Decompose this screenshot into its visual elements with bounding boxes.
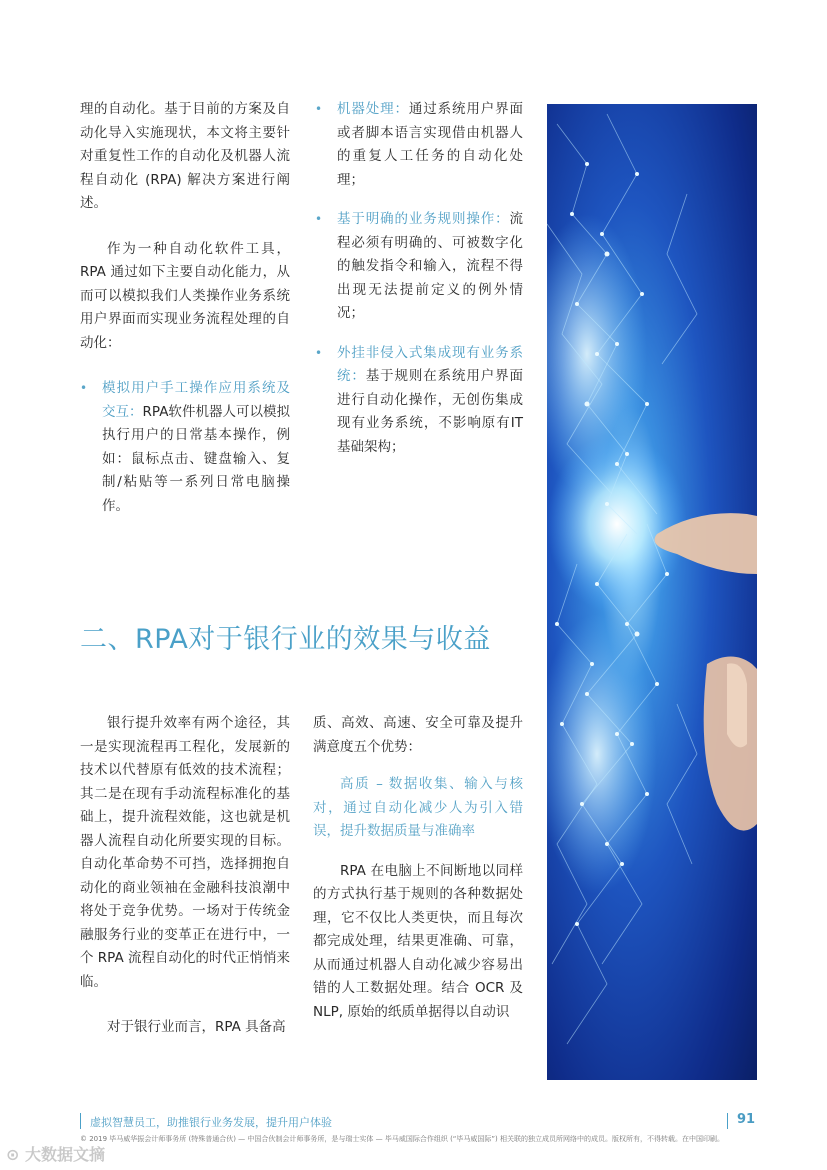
- bullet-dot-icon: •: [80, 381, 88, 395]
- left-column-top: [80, 98, 290, 518]
- bullet-item: [315, 342, 523, 460]
- watermark-logo-icon: ⊙: [6, 1145, 20, 1164]
- paragraph: 作为一种自动化软件工具，RPA 通过如下主要自动化能力，从而可以模拟我们人类操作业务系统用户界面而实现业务流程处理的自动化：: [80, 240, 290, 351]
- bullet-body: 流程必须有明确的、可被数字化的触发指令和输入，流程不得出现无法提前定义的例外情况；: [337, 211, 523, 321]
- paragraph: RPA 在电脑上不间断地以同样的方式执行基于规则的各种数据处理，它不仅比人类更快，而且每次都完成处理，结果更准确、可靠，从而通过机器人自动化减少容易出错的人工数据处理。结合 OCR 及 NLP, 原始的纸质单据得以自动识: [313, 862, 523, 1020]
- bullet-item: [80, 377, 290, 518]
- bullet-heading: 基于明确的业务规则操作：: [337, 211, 510, 227]
- bullet-item: [315, 208, 523, 326]
- section-heading: 二、RPA对于银行业的效果与收益: [80, 624, 491, 655]
- footer-divider: [727, 1113, 728, 1129]
- paragraph: 质、高效、高速、安全可靠及提升满意度五个优势：: [313, 715, 523, 755]
- bullet-item: [315, 98, 523, 192]
- bullet-body: 基于规则在系统用户界面进行自动化操作，无创伤集成现有业务系统，不影响原有IT基础架构；: [337, 368, 523, 455]
- bullet-dot-icon: •: [315, 102, 323, 116]
- footer-divider: [80, 1113, 81, 1129]
- network-hand-image: [547, 104, 757, 1080]
- paragraph: 理的自动化。基于目前的方案及自动化导入实施现状，本文将主要针对重复性工作的自动化及机器人流程自动化 (RPA) 解决方案进行阐述。: [80, 101, 290, 211]
- highlight-quote: 高质 – 数据收集、输入与核对，通过自动化减少人为引入错误，提升数据质量与准确率: [313, 776, 523, 839]
- bullet-heading: 外挂非侵入式集成现有业务系统：: [337, 344, 523, 384]
- left-column-bottom: [80, 712, 290, 1040]
- right-column-bottom: [313, 712, 523, 1024]
- network-graphic: [547, 104, 757, 1080]
- copyright-notice: © 2019 毕马威华振会计师事务所 (特殊普通合伙) — 中国合伙制会计师事务所，是与瑞士实体 — 毕马威国际合作组织 (“毕马威国际”) 相关联的独立成员所网络中的成员。版权所有，不得转载。在中国印刷。: [80, 1135, 725, 1143]
- watermark: [6, 1142, 105, 1165]
- watermark-text: 大数据文摘: [24, 1145, 105, 1164]
- right-column-top: [315, 98, 523, 459]
- paragraph: 银行提升效率有两个途径，其一是实现流程再工程化，发展新的技术以代替原有低效的技术流程；其二是在现有手动流程标准化的基础上，提升流程效能，这也就是机器人流程自动化所要实现的目标。自动化革命势不可挡，选择拥抱自动化的商业领袖在金融科技浪潮中将处于竞争优势。一场对于传统金融服务行业的变革正在进行中，一个 RPA 流程自动化的时代正悄悄来临。: [80, 715, 290, 990]
- bullet-dot-icon: •: [315, 345, 323, 360]
- paragraph: 对于银行业而言，RPA 具备高: [107, 1019, 286, 1035]
- bullet-body: 通过系统用户界面或者脚本语言实现借由机器人的重复人工任务的自动化处理；: [337, 101, 523, 188]
- page-number: 91: [737, 1112, 756, 1127]
- footer-title: 虚拟智慧员工，助推银行业务发展，提升用户体验: [90, 1116, 332, 1129]
- bullet-dot-icon: •: [315, 212, 323, 226]
- bullet-heading: 机器处理：: [337, 101, 409, 117]
- bullet-body: RPA软件机器人可以模拟执行用户的日常基本操作，例如：鼠标点击、键盘输入、复制/粘贴等一系列日常电脑操作。: [102, 403, 290, 514]
- bullet-heading: 模拟用户手工操作应用系统及交互：: [102, 380, 290, 420]
